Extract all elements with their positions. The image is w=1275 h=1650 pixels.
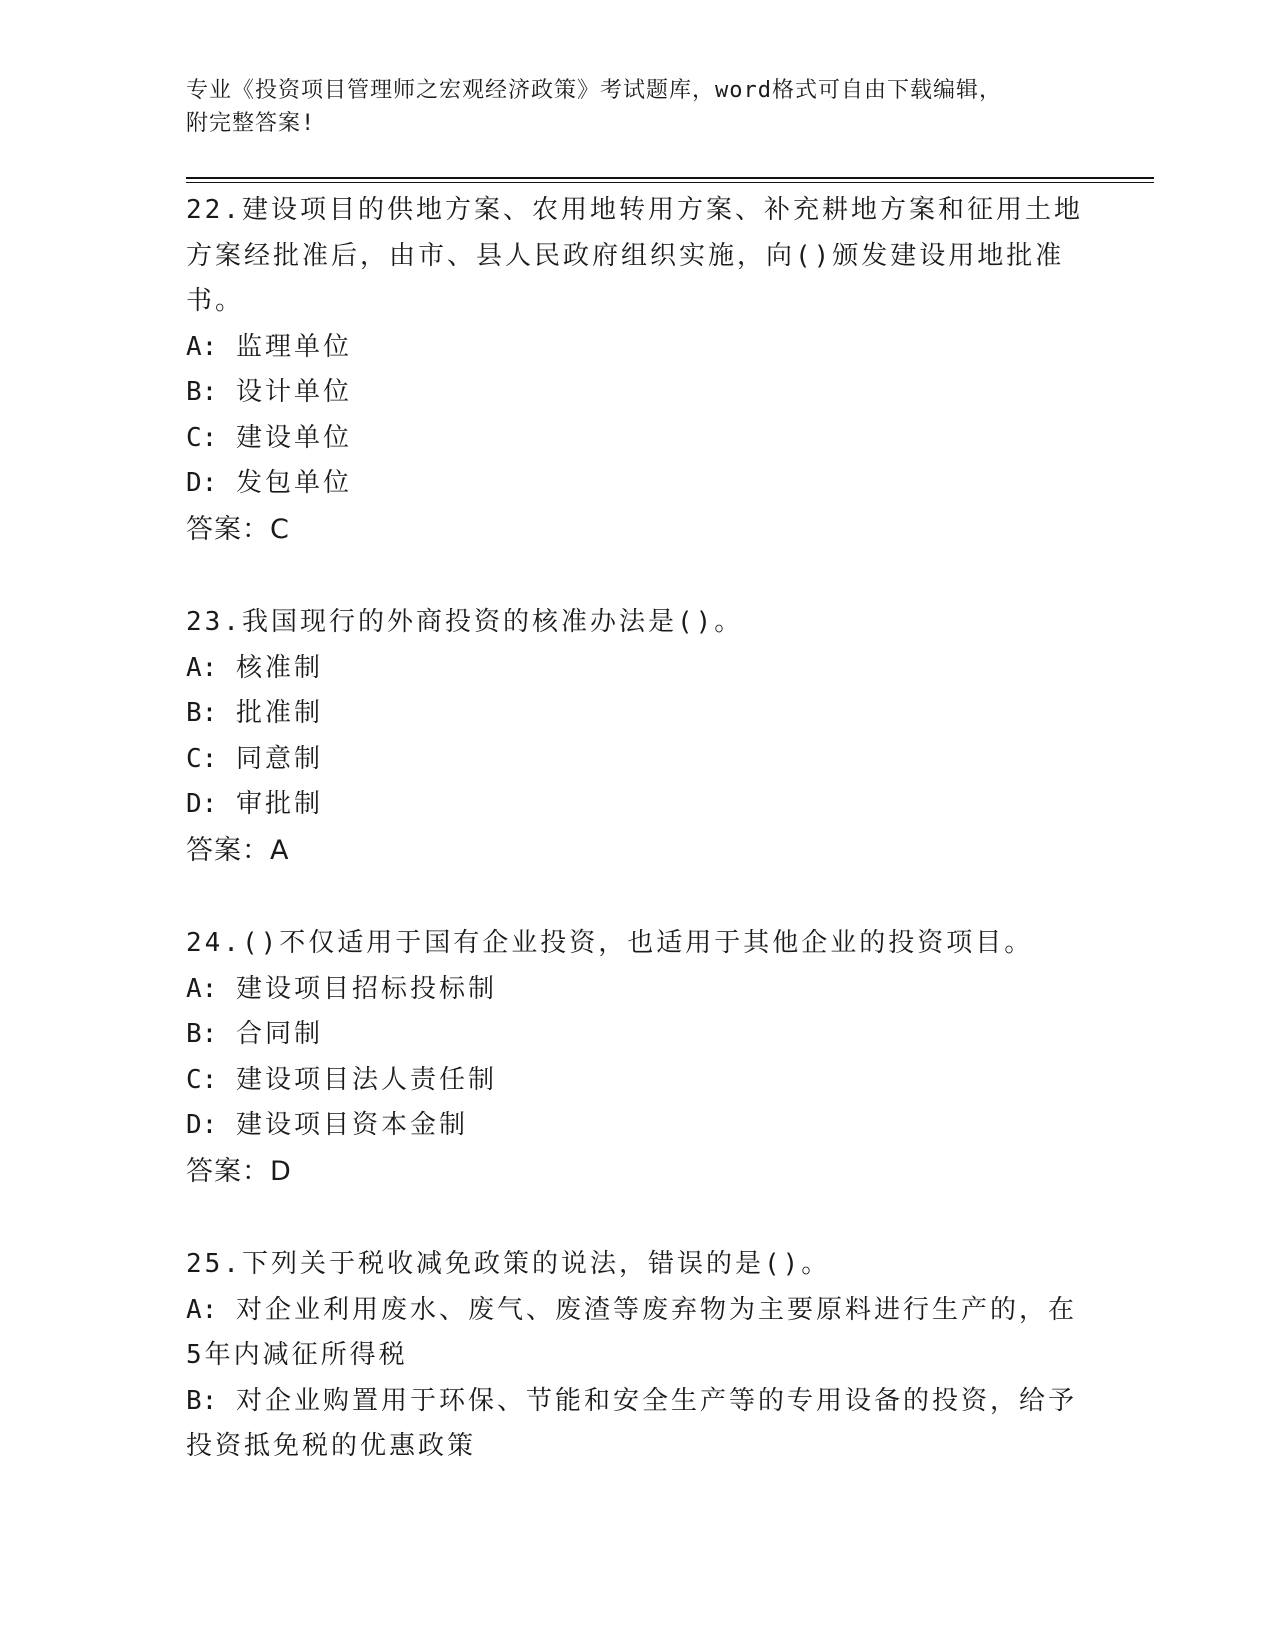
option-key: C: [186,422,218,453]
option-text: 同意制 [235,743,323,774]
option-key: B: [186,698,218,728]
document-header-note [186,74,1086,140]
option-key: A: [186,973,218,1004]
option-c [186,737,1086,783]
question-stem: 22.建设项目的供地方案、农用地转用方案、补充耕地方案和征用土地方案经批准后，由市、县人民政府组织实施，向()颁发建设用地批准书。 [186,195,1083,316]
option-key: B: [186,377,218,407]
option-d [186,1103,1086,1149]
option-key: C: [186,1064,218,1095]
option-b [186,1012,1086,1058]
option-a [186,646,1086,692]
answer-line: 答案：A [186,834,290,866]
option-b [186,1379,1086,1470]
option-text: 对企业购置用于环保、节能和安全生产等的专用设备的投资，给予投资抵免税的优惠政策 [186,1385,1077,1461]
option-text: 建设项目招标投标制 [235,973,497,1004]
option-text: 批准制 [235,698,323,728]
option-a [186,1288,1086,1379]
option-text: 审批制 [235,789,323,819]
question-23 [186,600,1086,873]
option-key: C: [186,743,218,774]
option-d [186,782,1086,828]
option-key: A: [186,1294,218,1325]
option-key: B: [186,1019,218,1049]
option-key: A: [186,652,218,683]
option-b [186,370,1086,416]
option-a [186,325,1086,371]
option-a [186,967,1086,1013]
option-text: 建设项目法人责任制 [235,1064,497,1095]
option-text: 监理单位 [235,331,352,362]
answer-line: 答案：C [186,513,290,545]
question-24 [186,921,1086,1194]
question-25 [186,1242,1086,1470]
question-stem: 23.我国现行的外商投资的核准办法是()。 [186,607,744,637]
option-key: D: [186,1110,218,1140]
option-key: D: [186,789,218,819]
header-line-2: 附完整答案! [186,111,316,136]
option-text: 建设项目资本金制 [235,1110,468,1140]
option-c [186,416,1086,462]
answer-line: 答案：D [186,1155,292,1187]
header-divider-thin [186,182,1154,183]
question-list [186,188,1086,1470]
option-key: D: [186,468,218,498]
option-text: 核准制 [235,652,323,683]
question-22 [186,188,1086,552]
option-b [186,691,1086,737]
question-stem: 24.()不仅适用于国有企业投资，也适用于其他企业的投资项目。 [186,928,1034,958]
option-d [186,461,1086,507]
option-text: 对企业利用废水、废气、废渣等废弃物为主要原料进行生产的，在5年内减征所得税 [186,1294,1077,1370]
question-stem: 25.下列关于税收减免政策的说法，错误的是()。 [186,1249,831,1279]
header-divider-thick [186,177,1154,179]
option-c [186,1058,1086,1104]
option-text: 合同制 [235,1019,323,1049]
option-text: 发包单位 [235,468,352,498]
option-text: 设计单位 [235,377,352,407]
option-text: 建设单位 [235,422,352,453]
header-line-1: 专业《投资项目管理师之宏观经济政策》考试题库，word格式可自由下载编辑， [186,78,1002,103]
option-key: B: [186,1385,218,1416]
option-key: A: [186,331,218,362]
